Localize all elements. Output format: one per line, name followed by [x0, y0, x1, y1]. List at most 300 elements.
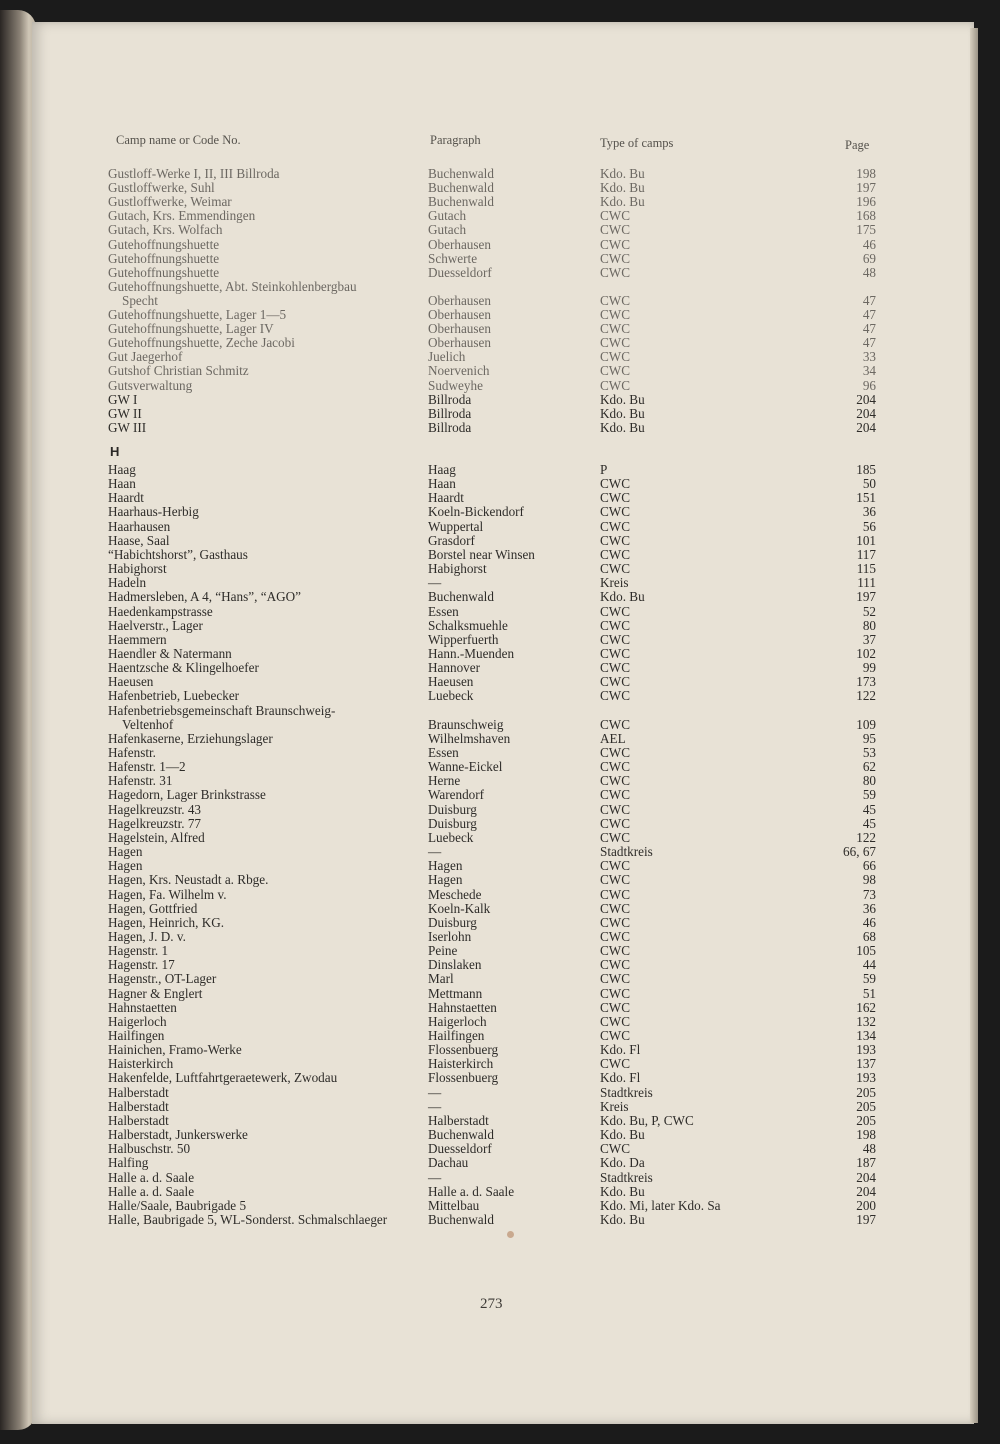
table-row: [0, 280, 1000, 294]
entry-name: Gutach, Krs. Emmendingen: [108, 208, 256, 224]
entry-page: 95: [862, 730, 876, 746]
entry-paragraph: Wilhelmshaven: [428, 730, 511, 746]
table-row: [0, 1128, 1000, 1142]
entry-name: Halle a. d. Saale: [108, 1169, 195, 1185]
entry-page: 37: [862, 631, 876, 647]
entry-paragraph: Braunschweig: [428, 716, 504, 732]
table-row: [0, 859, 1000, 873]
entry-type: CWC: [600, 561, 631, 577]
entry-name: GW II: [108, 405, 142, 421]
entry-type: CWC: [600, 236, 631, 252]
table-row: [0, 590, 1000, 604]
entry-type: CWC: [600, 363, 631, 379]
entry-page: 66: [862, 858, 876, 874]
entry-paragraph: Wanne-Eickel: [428, 759, 503, 775]
table-row: [0, 831, 1000, 845]
entry-page: 59: [862, 787, 876, 803]
entry-name: Gutehoffnungshuette, Abt. Steinkohlenbergbau: [108, 278, 357, 294]
entry-page: 80: [862, 773, 876, 789]
entry-name: Hafenstr. 31: [108, 773, 173, 789]
entry-name: “Habichtshorst”, Gasthaus: [108, 546, 248, 562]
entry-type: CWC: [600, 490, 631, 506]
entry-type: CWC: [600, 645, 631, 661]
table-row: [0, 379, 1000, 393]
entry-name: Gutach, Krs. Wolfach: [108, 222, 223, 238]
entry-page: 105: [856, 943, 876, 959]
entry-name: Hagenstr. 1: [108, 943, 169, 959]
entry-page: 56: [862, 518, 876, 534]
entry-name: Halberstadt: [108, 1112, 169, 1128]
entry-page: 198: [856, 166, 876, 181]
page-number: 273: [480, 1296, 503, 1312]
entry-name: Hafenbetriebsgemeinschaft Braunschweig-: [108, 702, 336, 718]
table-row: [0, 336, 1000, 350]
entry-page: 173: [856, 674, 876, 690]
entry-page: 46: [862, 914, 876, 930]
entry-page: 122: [856, 829, 876, 845]
entry-type: CWC: [600, 349, 631, 365]
table-row: [0, 322, 1000, 336]
entry-name: Hainichen, Framo-Werke: [108, 1042, 242, 1058]
entry-name: Habighorst: [108, 561, 167, 577]
entry-name: Hafenstr. 1—2: [108, 759, 186, 775]
entry-name: Halbuschstr. 50: [108, 1141, 191, 1157]
entry-paragraph: Dachau: [428, 1155, 469, 1171]
entry-type: CWC: [600, 1056, 631, 1072]
entry-type: CWC: [600, 335, 631, 351]
table-row: [0, 987, 1000, 1001]
entry-type: CWC: [600, 1028, 631, 1043]
table-row: [0, 1015, 1000, 1029]
table-row: [0, 195, 1000, 209]
entry-type: CWC: [600, 222, 631, 238]
entry-name: Hagen, Heinrich, KG.: [108, 914, 225, 930]
entry-paragraph: Buchenwald: [428, 194, 494, 210]
entry-page: 111: [857, 575, 876, 591]
table-row: [0, 1071, 1000, 1085]
entry-paragraph: Haag: [428, 462, 456, 477]
entry-page: 62: [862, 759, 876, 775]
entry-type: CWC: [600, 886, 631, 902]
table-row: [0, 505, 1000, 519]
table-row: [0, 350, 1000, 364]
entry-paragraph: Buchenwald: [428, 166, 494, 181]
table-row: [0, 223, 1000, 237]
entry-page: 134: [856, 1028, 876, 1043]
entry-type: CWC: [600, 250, 631, 266]
entry-name: Haase, Saal: [108, 532, 170, 548]
entry-page: 204: [856, 1169, 876, 1185]
table-row: [0, 619, 1000, 633]
entry-paragraph: Wipperfuerth: [428, 631, 499, 647]
table-row: [0, 718, 1000, 732]
header-type: Type of camps: [600, 136, 674, 150]
entry-name: Gutshof Christian Schmitz: [108, 363, 249, 379]
entry-paragraph: Halberstadt: [428, 1112, 489, 1128]
table-row: [0, 1057, 1000, 1071]
entry-paragraph: Duesseldorf: [428, 264, 492, 280]
entry-name: Gustloffwerke, Suhl: [108, 180, 215, 196]
entry-page: 48: [862, 1141, 876, 1157]
table-row: [0, 1086, 1000, 1100]
entry-paragraph: Haeusen: [428, 674, 474, 690]
header-paragraph: Paragraph: [430, 133, 481, 147]
entry-name: Gutehoffnungshuette: [108, 250, 220, 266]
entry-page: 101: [856, 532, 876, 548]
entry-type: Kdo. Bu: [600, 1183, 645, 1199]
entry-page: 36: [862, 900, 876, 916]
entry-name: Haag: [108, 462, 136, 477]
entry-page: 200: [856, 1197, 876, 1213]
entry-page: 193: [856, 1042, 876, 1058]
entry-name: Hagen, Fa. Wilhelm v.: [108, 886, 227, 902]
entry-page: 47: [862, 321, 876, 337]
entry-paragraph: Duisburg: [428, 914, 477, 930]
table-row: [0, 732, 1000, 746]
entry-page: 48: [862, 264, 876, 280]
table-row: [0, 308, 1000, 322]
entry-name: Gutehoffnungshuette: [108, 264, 220, 280]
entry-paragraph: Duisburg: [428, 801, 477, 817]
entry-name: GW III: [108, 419, 147, 435]
entry-paragraph: —: [428, 1098, 442, 1114]
entry-page: 45: [862, 801, 876, 817]
entry-name: Gutehoffnungshuette, Lager 1—5: [108, 307, 287, 322]
entry-type: CWC: [600, 688, 631, 704]
table-row: [0, 746, 1000, 760]
table-row: [0, 238, 1000, 252]
entry-paragraph: Buchenwald: [428, 180, 494, 196]
entry-name: Hagner & Englert: [108, 985, 203, 1001]
entry-type: CWC: [600, 900, 631, 916]
entry-paragraph: Hannover: [428, 660, 480, 676]
entry-type: Kdo. Bu: [600, 391, 645, 407]
entry-paragraph: Schwerte: [428, 250, 478, 266]
entry-type: CWC: [600, 307, 631, 322]
entry-type: CWC: [600, 674, 631, 690]
table-row: [0, 167, 1000, 181]
entry-paragraph: Flossenbuerg: [428, 1042, 499, 1058]
entry-page: 197: [856, 589, 876, 605]
entry-page: 197: [856, 1211, 876, 1227]
entry-page: 46: [862, 236, 876, 252]
table-row: [0, 944, 1000, 958]
table-row: [0, 1029, 1000, 1043]
entry-page: 137: [856, 1056, 876, 1072]
entry-paragraph: Essen: [428, 603, 459, 619]
entry-paragraph: Schalksmuehle: [428, 617, 508, 633]
entry-name: Hagen: [108, 844, 143, 860]
table-row: [0, 675, 1000, 689]
entry-type: CWC: [600, 532, 631, 548]
table-row: [0, 803, 1000, 817]
table-row: [0, 562, 1000, 576]
entry-page: 96: [862, 377, 876, 393]
entry-page: 47: [862, 307, 876, 322]
entry-page: 80: [862, 617, 876, 633]
entry-paragraph: Oberhausen: [428, 307, 491, 322]
entry-paragraph: —: [428, 1169, 442, 1185]
table-row: [0, 266, 1000, 280]
entry-name: Hahnstaetten: [108, 999, 177, 1015]
entry-page: 162: [856, 999, 876, 1015]
entry-paragraph: Flossenbuerg: [428, 1070, 499, 1086]
entry-name: Halle/Saale, Baubrigade 5: [108, 1197, 247, 1213]
entry-type: Kdo. Bu: [600, 1127, 645, 1143]
entry-paragraph: Haisterkirch: [428, 1056, 494, 1072]
entry-page: 187: [856, 1155, 876, 1171]
table-row: [0, 520, 1000, 534]
entry-type: AEL: [600, 730, 626, 746]
entry-paragraph: Buchenwald: [428, 1127, 494, 1143]
section-letter: H: [110, 444, 120, 459]
entry-page: 69: [862, 250, 876, 266]
entry-page: 73: [862, 886, 876, 902]
entry-type: CWC: [600, 518, 631, 534]
entry-paragraph: Duisburg: [428, 815, 477, 831]
entry-page: 102: [856, 645, 876, 661]
entry-name: Hafenbetrieb, Luebecker: [108, 688, 240, 704]
entry-paragraph: Herne: [428, 773, 461, 789]
entry-name: Halle a. d. Saale: [108, 1183, 195, 1199]
entry-page: 33: [862, 349, 876, 365]
table-row: [0, 463, 1000, 477]
entry-type: CWC: [600, 1013, 631, 1029]
entry-name: Gustloffwerke, Weimar: [108, 194, 232, 210]
table-row: [0, 647, 1000, 661]
table-row: [0, 364, 1000, 378]
entry-paragraph: Habighorst: [428, 561, 487, 577]
entry-type: Kdo. Mi, later Kdo. Sa: [600, 1197, 721, 1213]
table-row: [0, 548, 1000, 562]
entry-paragraph: Essen: [428, 745, 459, 760]
entry-type: CWC: [600, 476, 631, 492]
entry-page: 68: [862, 928, 876, 944]
entry-type: CWC: [600, 971, 631, 987]
entry-name: Halfing: [108, 1155, 149, 1171]
table-row: [0, 181, 1000, 195]
entry-page: 50: [862, 476, 876, 492]
entry-type: CWC: [600, 377, 631, 393]
entry-page: 204: [856, 391, 876, 407]
entry-type: CWC: [600, 759, 631, 775]
entry-paragraph: Haigerloch: [428, 1013, 487, 1029]
entry-name: Hafenstr.: [108, 745, 156, 760]
header-page: Page: [845, 138, 870, 152]
entry-page: 99: [862, 660, 876, 676]
entry-name: Gut Jaegerhof: [108, 349, 183, 365]
table-row: [0, 1199, 1000, 1213]
entry-name: Hagen, J. D. v.: [108, 928, 186, 944]
entry-name: Hagen, Krs. Neustadt a. Rbge.: [108, 872, 269, 888]
entry-type: CWC: [600, 321, 631, 337]
entry-page: 132: [856, 1013, 876, 1029]
entry-type: CWC: [600, 546, 631, 562]
entry-type: Kdo. Bu: [600, 166, 645, 181]
entry-type: CWC: [600, 660, 631, 676]
table-row: [0, 1114, 1000, 1128]
entry-name: Halberstadt: [108, 1084, 169, 1100]
entry-type: CWC: [600, 872, 631, 888]
table-row: [0, 407, 1000, 421]
entry-type: CWC: [600, 957, 631, 973]
entry-type: Kdo. Bu: [600, 405, 645, 421]
entry-paragraph: Halle a. d. Saale: [428, 1183, 515, 1199]
entry-paragraph: Juelich: [428, 349, 466, 365]
entry-page: 196: [856, 194, 876, 210]
entry-paragraph: Gutach: [428, 208, 467, 224]
entry-paragraph: Hailfingen: [428, 1028, 485, 1043]
table-row: [0, 1171, 1000, 1185]
entry-page: 66, 67: [843, 844, 876, 860]
entry-paragraph: Oberhausen: [428, 292, 491, 308]
entry-page: 193: [856, 1070, 876, 1086]
table-row: [0, 477, 1000, 491]
entry-type: CWC: [600, 773, 631, 789]
entry-paragraph: Gutach: [428, 222, 467, 238]
entry-paragraph: Haardt: [428, 490, 464, 506]
entry-type: Kreis: [600, 1098, 629, 1114]
entry-type: CWC: [600, 208, 631, 224]
entry-paragraph: Grasdorf: [428, 532, 475, 548]
entry-paragraph: Koeln-Bickendorf: [428, 504, 524, 520]
entry-name: Haisterkirch: [108, 1056, 174, 1072]
entry-name: Hagelstein, Alfred: [108, 829, 205, 845]
entry-name: Haedenkampstrasse: [108, 603, 213, 619]
entry-paragraph: Hann.-Muenden: [428, 645, 515, 661]
entry-page: 47: [862, 335, 876, 351]
entry-page: 51: [862, 985, 876, 1001]
entry-name: Hagen, Gottfried: [108, 900, 198, 916]
entry-page: 198: [856, 1127, 876, 1143]
entry-type: Kdo. Bu: [600, 194, 645, 210]
entry-paragraph: Oberhausen: [428, 236, 491, 252]
entry-page: 98: [862, 872, 876, 888]
entry-name: Hagenstr. 17: [108, 957, 175, 973]
entry-type: CWC: [600, 829, 631, 845]
entry-page: 45: [862, 815, 876, 831]
table-row: [0, 252, 1000, 266]
entry-paragraph: Borstel near Winsen: [428, 546, 535, 562]
entry-name: Halberstadt, Junkerswerke: [108, 1127, 248, 1143]
table-row: [0, 1142, 1000, 1156]
table-row: [0, 1213, 1000, 1227]
entry-paragraph: Wuppertal: [428, 518, 484, 534]
entry-paragraph: Koeln-Kalk: [428, 900, 491, 916]
table-row: [0, 393, 1000, 407]
entry-paragraph: Sudweyhe: [428, 377, 483, 393]
table-row: [0, 972, 1000, 986]
entry-name: Gutehoffnungshuette: [108, 236, 220, 252]
entry-page: 44: [862, 957, 876, 973]
entry-type: CWC: [600, 999, 631, 1015]
entry-page: 197: [856, 180, 876, 196]
entry-type: Kdo. Fl: [600, 1042, 641, 1058]
entry-page: 205: [856, 1098, 876, 1114]
table-row: [0, 1156, 1000, 1170]
entry-paragraph: Peine: [428, 943, 458, 959]
entry-name: Hadeln: [108, 575, 147, 591]
entry-page: 36: [862, 504, 876, 520]
entry-paragraph: Oberhausen: [428, 321, 491, 337]
entry-paragraph: Iserlohn: [428, 928, 472, 944]
entry-page: 185: [856, 462, 876, 477]
entry-name: Haigerloch: [108, 1013, 167, 1029]
entry-paragraph: Meschede: [428, 886, 482, 902]
entry-type: Stadtkreis: [600, 1169, 653, 1185]
table-row: [0, 209, 1000, 223]
entry-type: CWC: [600, 603, 631, 619]
entry-name: Hafenkaserne, Erziehungslager: [108, 730, 273, 746]
entry-name: Hagedorn, Lager Brinkstrasse: [108, 787, 266, 803]
entry-page: 34: [862, 363, 876, 379]
entry-name: Gutehoffnungshuette, Lager IV: [108, 321, 274, 337]
entry-name: Haardt: [108, 490, 144, 506]
table-row: [0, 605, 1000, 619]
entry-type: CWC: [600, 801, 631, 817]
table-row: [0, 930, 1000, 944]
entry-page: 205: [856, 1084, 876, 1100]
entry-paragraph: Oberhausen: [428, 335, 491, 351]
entry-name: Veltenhof: [122, 716, 174, 732]
entry-paragraph: Billroda: [428, 405, 472, 421]
entry-type: CWC: [600, 716, 631, 732]
entry-type: CWC: [600, 985, 631, 1001]
header-camp-name: Camp name or Code No.: [116, 133, 241, 147]
entry-paragraph: Haan: [428, 476, 456, 492]
entry-name: Haarhausen: [108, 518, 171, 534]
entry-type: CWC: [600, 264, 631, 280]
entry-name: Halle, Baubrigade 5, WL-Sonderst. Schmalschlaeger: [108, 1211, 388, 1227]
table-row: [0, 817, 1000, 831]
entry-type: CWC: [600, 858, 631, 874]
table-row: [0, 661, 1000, 675]
table-row: [0, 421, 1000, 435]
entry-type: Kdo. Fl: [600, 1070, 641, 1086]
entry-name: Haan: [108, 476, 136, 492]
entry-name: Halberstadt: [108, 1098, 169, 1114]
entry-type: CWC: [600, 787, 631, 803]
entry-type: Stadtkreis: [600, 844, 653, 860]
entry-name: Hagelkreuzstr. 77: [108, 815, 202, 831]
entry-paragraph: Luebeck: [428, 688, 474, 704]
entry-paragraph: Marl: [428, 971, 454, 987]
table-row: [0, 1100, 1000, 1114]
entry-name: Gutehoffnungshuette, Zeche Jacobi: [108, 335, 295, 351]
paper-stain: [507, 1231, 514, 1238]
entry-paragraph: Buchenwald: [428, 1211, 494, 1227]
table-row: [0, 958, 1000, 972]
entry-paragraph: Mittelbau: [428, 1197, 480, 1213]
entry-type: Stadtkreis: [600, 1084, 653, 1100]
entry-page: 122: [856, 688, 876, 704]
entry-paragraph: Hagen: [428, 872, 463, 888]
entry-name: Hakenfelde, Luftfahrtgeraetewerk, Zwodau: [108, 1070, 338, 1086]
entry-paragraph: Hagen: [428, 858, 463, 874]
entry-name: Haentzsche & Klingelhoefer: [108, 660, 259, 676]
entry-page: 109: [856, 716, 876, 732]
entry-paragraph: Duesseldorf: [428, 1141, 492, 1157]
entry-page: 47: [862, 292, 876, 308]
table-row: [0, 1185, 1000, 1199]
entry-type: CWC: [600, 815, 631, 831]
entry-page: 59: [862, 971, 876, 987]
entry-paragraph: Hahnstaetten: [428, 999, 497, 1015]
entry-name: Hagen: [108, 858, 143, 874]
entry-type: CWC: [600, 504, 631, 520]
table-row: [0, 873, 1000, 887]
entry-page: 204: [856, 405, 876, 421]
